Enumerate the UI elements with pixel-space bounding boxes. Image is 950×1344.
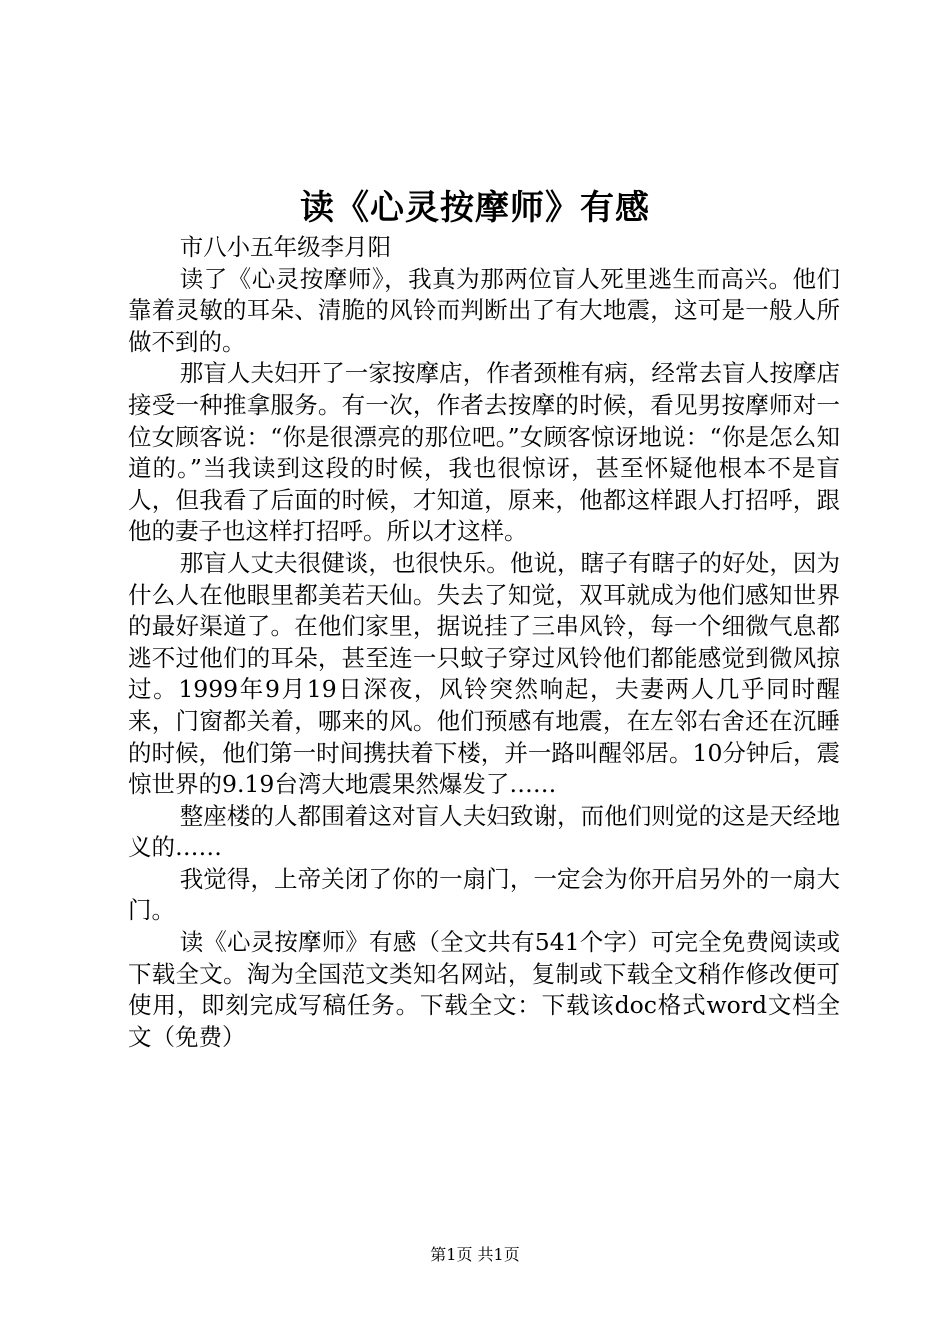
document-title: 读《心灵按摩师》有感 [300,188,650,228]
document-body [128,232,840,1053]
paragraph-4: 整座楼的人都围着这对盲人夫妇致谢，而他们则觉的这是天经地义的…… [128,801,840,862]
paragraph-5: 我觉得，上帝关闭了你的一扇门，一定会为你开启另外的一扇大门。 [128,864,840,925]
paragraph-6: 读《心灵按摩师》有感（全文共有541个字）可完全免费阅读或下载全文。淘为全国范文类知名网站，复制或下载全文稍作修改便可使用，即刻完成写稿任务。下载全文：下载该doc格式word文档全文（免费） [128,928,840,1051]
author-line: 市八小五年级李月阳 [179,233,392,261]
page-footer: 第1页 共1页 [430,1245,520,1264]
paragraph-2: 那盲人夫妇开了一家按摩店，作者颈椎有病，经常去盲人按摩店接受一种推拿服务。有一次，作者去按摩的时候，看见男按摩师对一位女顾客说：“你是很漂亮的那位吧。”女顾客惊讶地说：“你是怎么知道的。”当我读到这段的时候，我也很惊讶，甚至怀疑他根本不是盲人，但我看了后面的时候，才知道，原来，他都这样跟人打招呼，跟他的妻子也这样打招呼。所以才这样。 [128,359,840,546]
paragraph-3: 那盲人丈夫很健谈，也很快乐。他说，瞎子有瞎子的好处，因为什么人在他眼里都美若天仙。失去了知觉，双耳就成为他们感知世界的最好渠道了。在他们家里，据说挂了三串风铃，每一个细微气息都逃不过他们的耳朵，甚至连一只蚊子穿过风铃他们都能感觉到微风掠过。1999年9月19日深夜，风铃突然响起，夫妻两人几乎同时醒来，门窗都关着，哪来的风。他们预感有地震，在左邻右舍还在沉睡的时候，他们第一时间携扶着下楼，并一路叫醒邻居。10分钟后，震惊世界的9.19台湾大地震果然爆发了…… [128,548,840,799]
paragraph-1: 读了《心灵按摩师》，我真为那两位盲人死里逃生而高兴。他们靠着灵敏的耳朵、清脆的风铃而判断出了有大地震，这可是一般人所做不到的。 [128,264,840,356]
